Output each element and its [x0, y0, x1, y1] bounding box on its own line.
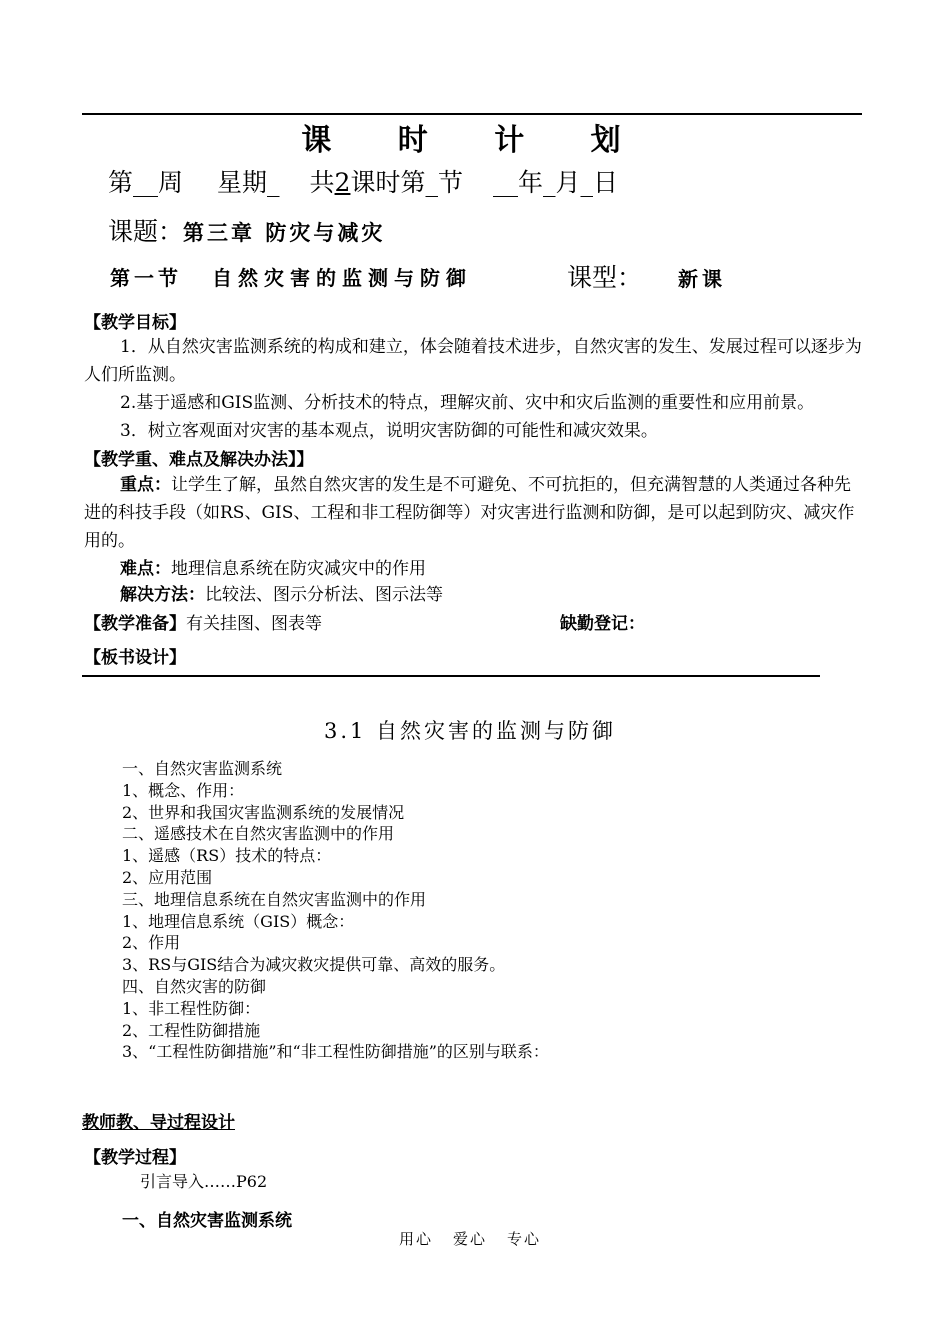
focus-label: 重点：	[120, 475, 171, 495]
footer-motto	[0, 1228, 940, 1249]
board-line: 2、作用	[122, 933, 181, 953]
schedule-line	[108, 163, 618, 199]
course-type-value: 新课	[678, 267, 727, 291]
topic-label: 课题：	[108, 217, 184, 246]
total-prefix: 共	[309, 168, 335, 197]
board-line: 1、非工程性防御：	[122, 998, 261, 1018]
objectives-heading: 【教学目标】	[84, 313, 186, 333]
board-line: 3、“工程性防御措施”和“非工程性防御措施”的区别与联系：	[122, 1042, 549, 1062]
method-text: 比较法、图示分析法、图示法等	[205, 585, 443, 605]
week-label: 第__周	[108, 168, 184, 197]
preparation-line	[84, 609, 322, 634]
board-line: 1、遥感（RS）技术的特点：	[122, 846, 332, 866]
keypoints-heading: 【教学重、难点及解决办法】】	[84, 450, 314, 470]
board-line: 四、自然灾害的防御	[122, 976, 267, 996]
total-hours-value: 2	[334, 168, 351, 197]
focus-paragraph	[84, 471, 864, 555]
focus-text: 让学生了解，虽然自然灾害的发生是不可避免、不可抗拒的，但充满智慧的人类通过各种先进的科技手段（如RS、GIS、工程和非工程防御等）对灾害进行监测和防御，是可以起到防灾、减灾作用的。	[84, 475, 855, 551]
preparation-text: 有关挂图、图表等	[186, 614, 322, 634]
course-type	[567, 258, 726, 294]
absence-label: 缺勤登记：	[560, 614, 645, 634]
footer-item: 专心	[507, 1230, 542, 1248]
section-number: 第一节	[110, 266, 182, 290]
section-line	[110, 262, 472, 291]
board-line: 三、地理信息系统在自然灾害监测中的作用	[122, 889, 427, 909]
board-line: 2、应用范围	[122, 867, 213, 887]
board-line: 1、地理信息系统（GIS）概念：	[122, 911, 355, 931]
intro-line: 引言导入……P62	[140, 1172, 268, 1191]
board-title: 3.1 自然灾害的监测与防御	[323, 719, 617, 743]
difficulty-paragraph	[84, 555, 864, 583]
total-suffix: 课时第_节	[350, 168, 463, 197]
board-rule	[82, 675, 820, 677]
method-paragraph	[84, 581, 864, 609]
objective-item-3: 3．树立客观面对灾害的基本观点，说明灾害防御的可能性和减灾效果。	[120, 421, 658, 441]
objective-item-1: 1．从自然灾害监测系统的构成和建立，体会随着技术进步，自然灾害的发生、发展过程可以逐步为人们所监测。	[84, 337, 862, 385]
footer-item: 用心	[398, 1230, 433, 1248]
date-label: __年_月_日	[492, 168, 618, 197]
difficulty-label: 难点：	[120, 559, 171, 579]
method-label: 解决方法：	[120, 585, 205, 605]
board-line: 2、世界和我国灾害监测系统的发展情况	[122, 802, 405, 822]
board-line: 1、概念、作用：	[122, 780, 245, 800]
process-design-heading: 教师教、导过程设计	[82, 1113, 235, 1133]
board-line: 一、自然灾害监测系统	[122, 759, 283, 778]
board-line: 3、RS与GIS结合为减灾救灾提供可靠、高效的服务。	[122, 955, 506, 975]
topic-value: 第三章 防灾与减灾	[183, 220, 386, 245]
weekday-label: 星期_	[217, 168, 280, 197]
board-outline	[122, 758, 549, 1063]
process-heading: 【教学过程】	[84, 1148, 186, 1168]
section-title: 自然灾害的监测与防御	[212, 266, 472, 290]
first-section-heading: 一、自然灾害监测系统	[122, 1211, 292, 1231]
footer-item: 爱心	[452, 1230, 487, 1248]
board-line: 2、工程性防御措施	[122, 1020, 261, 1040]
preparation-heading: 【教学准备】	[84, 614, 186, 634]
difficulty-text: 地理信息系统在防灾减灾中的作用	[171, 559, 426, 579]
course-type-label: 课型：	[567, 263, 643, 292]
board-heading: 【板书设计】	[84, 648, 186, 668]
page-title: 课 时 计 划	[301, 123, 649, 158]
board-line: 二、遥感技术在自然灾害监测中的作用	[122, 824, 395, 844]
topic-line	[108, 212, 385, 248]
objective-item-2: 2.基于遥感和GIS监测、分析技术的特点，理解灾前、灾中和灾后监测的重要性和应用前景。	[120, 393, 815, 413]
